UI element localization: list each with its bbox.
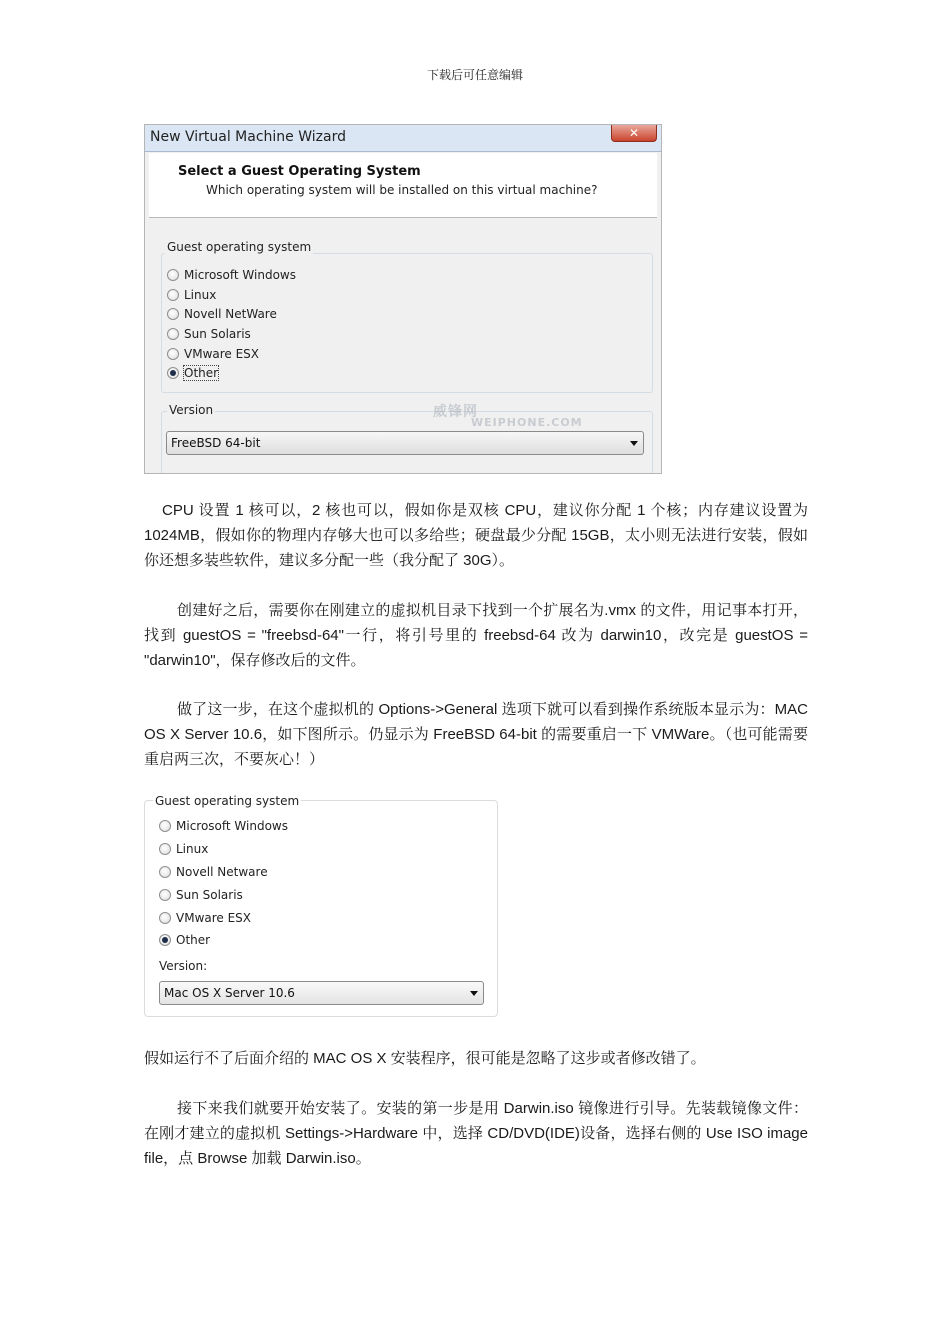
radio-checked-icon[interactable]: [159, 934, 171, 946]
wizard-subheading: Which operating system will be installed on this virtual machine?: [206, 183, 598, 197]
radio-icon[interactable]: [167, 308, 179, 320]
wizard-banner: [149, 153, 657, 218]
version-select-value: FreeBSD 64-bit: [171, 436, 261, 450]
radio-microsoft-windows[interactable]: [167, 268, 296, 282]
version-select[interactable]: [159, 981, 484, 1005]
radio-icon[interactable]: [159, 889, 171, 901]
radio-label: Sun Solaris: [184, 327, 251, 341]
paragraph-options-general: 做了这一步，在这个虚拟机的 Options->General 选项下就可以看到操作系统版本显示为：MAC OS X Server 10.6，如下图所示。仍显示为 FreeBSD 64-bit 的需要重启一下 VMWare。（也可能需要重启两三次，不要灰心！）: [144, 701, 808, 768]
version-select[interactable]: [166, 431, 644, 455]
radio-label: Microsoft Windows: [176, 819, 288, 833]
paragraph-warning: 假如运行不了后面介绍的 MAC OS X 安装程序，很可能是忽略了这步或者修改错了。: [144, 1050, 706, 1067]
radio-label: Linux: [184, 288, 217, 302]
wizard-screenshot: [144, 124, 662, 474]
radio-label: VMware ESX: [184, 347, 260, 361]
version-select-value: Mac OS X Server 10.6: [164, 986, 295, 1000]
paragraph-cpu-memory: CPU 设置 1 核可以，2 核也可以，假如你是双核 CPU，建议你分配 1 个核；内存建议设置为 1024MB，假如你的物理内存够大也可以多给些；硬盘最少分配 15GB，太小则无法进行安装，假如你还想多装些软件，建议多分配一些（我分配了 30G）。: [144, 502, 808, 569]
watermark-sub: WEIPHONE.COM: [471, 416, 583, 429]
radio-label: Sun Solaris: [176, 888, 243, 902]
guest-os-group-label: Guest operating system: [155, 794, 300, 808]
wizard-heading: Select a Guest Operating System: [178, 164, 421, 179]
radio-label: Other: [176, 933, 211, 947]
radio-icon[interactable]: [159, 820, 171, 832]
paragraph-vmx-edit: 创建好之后，需要你在刚建立的虚拟机目录下找到一个扩展名为.vmx 的文件，用记事本打开，找到 guestOS = "freebsd-64"一行，将引号里的 freebsd-64 改为 darwin10，改完是 guestOS = "darwin10"，保存修改后的文件。: [144, 602, 808, 669]
radio-icon[interactable]: [159, 912, 171, 924]
paragraph-install-darwin: 接下来我们就要开始安装了。安装的第一步是用 Darwin.iso 镜像进行引导。先装载镜像文件：在刚才建立的虚拟机 Settings->Hardware 中，选择 CD/DVD(IDE)设备，选择右侧的 Use ISO image file，点 Browse 加载 Darwin.iso。: [144, 1100, 808, 1167]
radio-vmware-esx[interactable]: [159, 911, 251, 925]
radio-sun-solaris[interactable]: [159, 888, 243, 902]
radio-icon[interactable]: [159, 866, 171, 878]
radio-vmware-esx[interactable]: [167, 347, 259, 361]
radio-microsoft-windows[interactable]: [159, 819, 288, 833]
radio-other[interactable]: [167, 366, 218, 380]
chevron-down-icon: [470, 991, 478, 996]
radio-label: Novell Netware: [176, 865, 268, 879]
radio-label: VMware ESX: [176, 911, 252, 925]
radio-label: Microsoft Windows: [184, 268, 296, 282]
radio-icon[interactable]: [167, 269, 179, 281]
watermark-logo: 威锋网: [433, 404, 478, 420]
guest-os-screenshot-2: [144, 794, 498, 1017]
radio-icon[interactable]: [167, 348, 179, 360]
version-label: Version:: [159, 959, 208, 973]
wizard-title: New Virtual Machine Wizard: [150, 129, 346, 145]
radio-label: Other: [184, 366, 219, 380]
close-icon[interactable]: ✕: [611, 125, 657, 142]
wizard-titlebar: [145, 125, 661, 152]
chevron-down-icon: [630, 441, 638, 446]
guest-os-group-label: Guest operating system: [167, 240, 312, 254]
radio-icon[interactable]: [167, 289, 179, 301]
radio-label: Novell NetWare: [184, 307, 277, 321]
radio-icon[interactable]: [159, 843, 171, 855]
radio-novell-netware[interactable]: [167, 307, 277, 321]
version-label: Version: [169, 403, 214, 417]
radio-linux[interactable]: [159, 842, 208, 856]
radio-novell-netware[interactable]: [159, 865, 268, 879]
radio-other[interactable]: [159, 933, 210, 947]
radio-sun-solaris[interactable]: [167, 327, 251, 341]
radio-checked-icon[interactable]: [167, 367, 179, 379]
radio-label: Linux: [176, 842, 209, 856]
header-note: 下载后可任意编辑: [426, 68, 523, 82]
radio-linux[interactable]: [167, 288, 216, 302]
radio-icon[interactable]: [167, 328, 179, 340]
